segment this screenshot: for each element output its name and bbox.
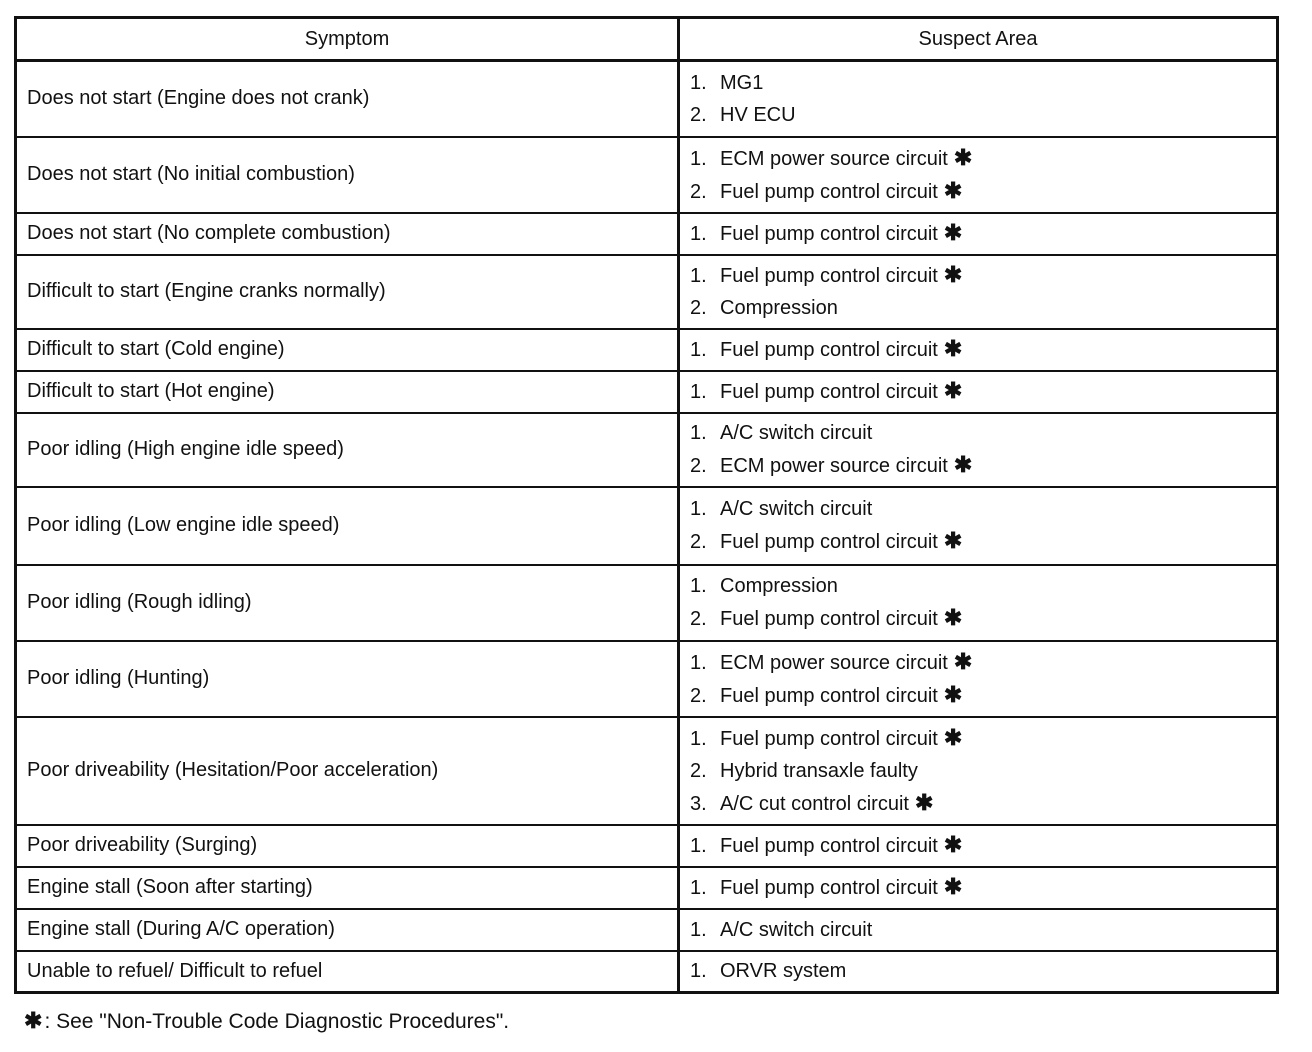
suspect-item [690, 829, 1276, 862]
table-header-row [16, 18, 1278, 61]
item-number: 2. [690, 608, 707, 630]
item-number: 2. [690, 531, 707, 553]
item-text: Fuel pump control circuit [720, 835, 938, 857]
suspect-item [690, 493, 1276, 525]
symptom-cell: Poor driveability (Hesitation/Poor acceleration) [16, 717, 679, 825]
table-row [16, 641, 1278, 717]
table-body [16, 61, 1278, 993]
item-number: 2. [690, 103, 707, 126]
suspect-item [690, 333, 1276, 366]
suspect-area-cell [679, 255, 1278, 329]
suspect-item [690, 292, 1276, 324]
table-row [16, 867, 1278, 909]
item-number: 1. [690, 727, 707, 750]
table-row [16, 213, 1278, 255]
symptom-cell: Does not start (No initial combustion) [16, 137, 679, 213]
item-text: Fuel pump control circuit [720, 608, 938, 630]
suspect-area-cell [679, 867, 1278, 909]
item-number: 1. [690, 651, 707, 674]
suspect-item [690, 142, 1276, 175]
table-row [16, 565, 1278, 641]
asterisk-icon: ✱ [943, 220, 963, 245]
table-row [16, 909, 1278, 951]
item-text: Fuel pump control circuit [720, 223, 938, 245]
item-text: ECM power source circuit [720, 147, 948, 170]
item-number: 1. [690, 918, 707, 941]
symptom-cell: Poor idling (High engine idle speed) [16, 413, 679, 487]
suspect-area-cell [679, 61, 1278, 137]
asterisk-icon: ✱ [914, 789, 934, 815]
asterisk-icon: ✱ [943, 528, 963, 553]
item-number: 1. [690, 877, 707, 899]
item-number: 2. [690, 759, 707, 782]
item-number: 2. [690, 180, 707, 203]
header-suspect-area: Suspect Area [679, 18, 1278, 61]
symptom-table [14, 16, 1279, 994]
item-number: 1. [690, 339, 707, 361]
table-row [16, 329, 1278, 371]
asterisk-icon: ✱ [953, 452, 973, 477]
symptom-cell: Poor idling (Rough idling) [16, 565, 679, 641]
suspect-item [690, 787, 1276, 820]
table-row [16, 371, 1278, 413]
suspect-area-cell [679, 565, 1278, 641]
item-number: 1. [690, 265, 707, 287]
item-text: ECM power source circuit [720, 455, 948, 477]
asterisk-icon: ✱ [943, 874, 963, 899]
suspect-area-cell [679, 951, 1278, 993]
item-text: A/C switch circuit [720, 918, 873, 941]
table-row [16, 951, 1278, 993]
item-text: Fuel pump control circuit [720, 727, 938, 750]
item-number: 1. [690, 147, 707, 170]
suspect-item [690, 259, 1276, 292]
asterisk-icon: ✱ [943, 681, 963, 707]
footnote-text: : See "Non-Trouble Code Diagnostic Procedures". [44, 1010, 510, 1033]
suspect-item [690, 722, 1276, 755]
header-symptom: Symptom [16, 18, 679, 61]
symptom-cell: Unable to refuel/ Difficult to refuel [16, 951, 679, 993]
asterisk-icon: ✱ [943, 378, 963, 403]
asterisk-icon: ✱ [943, 605, 963, 630]
symptom-cell: Does not start (Engine does not crank) [16, 61, 679, 137]
suspect-area-cell [679, 825, 1278, 867]
suspect-area-cell [679, 641, 1278, 717]
suspect-item [690, 217, 1276, 250]
item-number: 1. [690, 422, 707, 444]
asterisk-icon: ✱ [943, 832, 963, 857]
suspect-item [690, 602, 1276, 635]
suspect-area-cell [679, 487, 1278, 565]
suspect-area-cell [679, 213, 1278, 255]
suspect-item [690, 871, 1276, 904]
asterisk-icon: ✱ [953, 648, 973, 674]
item-number: 2. [690, 297, 707, 319]
symptom-cell: Poor idling (Low engine idle speed) [16, 487, 679, 565]
item-text: ECM power source circuit [720, 651, 948, 674]
item-text: Hybrid transaxle faulty [720, 759, 918, 782]
suspect-item [690, 99, 1276, 131]
item-number: 1. [690, 71, 707, 94]
item-text: A/C cut control circuit [720, 792, 909, 815]
suspect-item [690, 67, 1276, 99]
item-text: A/C switch circuit [720, 422, 873, 444]
symptom-cell: Difficult to start (Hot engine) [16, 371, 679, 413]
item-number: 1. [690, 381, 707, 403]
asterisk-icon: ✱ [943, 336, 963, 361]
asterisk-icon: ✱ [943, 177, 963, 203]
symptom-cell: Difficult to start (Engine cranks normally) [16, 255, 679, 329]
table-row [16, 255, 1278, 329]
suspect-area-cell [679, 329, 1278, 371]
item-text: Fuel pump control circuit [720, 265, 938, 287]
item-number: 1. [690, 498, 707, 520]
item-number: 1. [690, 575, 707, 597]
item-number: 1. [690, 223, 707, 245]
suspect-item [690, 570, 1276, 602]
item-text: Fuel pump control circuit [720, 684, 938, 707]
asterisk-icon: ✱ [953, 144, 973, 170]
table-row [16, 487, 1278, 565]
suspect-item [690, 175, 1276, 208]
item-number: 1. [690, 835, 707, 857]
suspect-area-cell [679, 371, 1278, 413]
item-text: Fuel pump control circuit [720, 180, 938, 203]
table-row [16, 61, 1278, 137]
item-text: Fuel pump control circuit [720, 877, 938, 899]
symptom-cell: Engine stall (Soon after starting) [16, 867, 679, 909]
symptom-cell: Difficult to start (Cold engine) [16, 329, 679, 371]
symptom-cell: Does not start (No complete combustion) [16, 213, 679, 255]
footnote [24, 1008, 509, 1034]
item-text: ORVR system [720, 960, 847, 983]
item-text: Fuel pump control circuit [720, 381, 938, 403]
suspect-area-cell [679, 909, 1278, 951]
item-number: 2. [690, 684, 707, 707]
asterisk-icon: ✱ [24, 1008, 43, 1033]
item-text: Fuel pump control circuit [720, 339, 938, 361]
asterisk-icon: ✱ [943, 724, 963, 750]
suspect-area-cell [679, 137, 1278, 213]
suspect-item [690, 679, 1276, 712]
suspect-area-cell [679, 413, 1278, 487]
item-number: 3. [690, 792, 707, 815]
suspect-area-cell [679, 717, 1278, 825]
suspect-item [690, 914, 1276, 946]
suspect-item [690, 449, 1276, 482]
suspect-item [690, 646, 1276, 679]
suspect-item [690, 955, 1276, 987]
suspect-item [690, 375, 1276, 408]
item-text: Compression [720, 575, 838, 597]
item-text: Compression [720, 297, 838, 319]
item-text: HV ECU [720, 103, 796, 126]
item-text: MG1 [720, 71, 764, 94]
asterisk-icon: ✱ [943, 262, 963, 287]
item-text: Fuel pump control circuit [720, 531, 938, 553]
table-row [16, 825, 1278, 867]
suspect-item [690, 755, 1276, 787]
symptom-cell: Poor driveability (Surging) [16, 825, 679, 867]
symptom-cell: Poor idling (Hunting) [16, 641, 679, 717]
item-text: A/C switch circuit [720, 498, 873, 520]
table-row [16, 413, 1278, 487]
item-number: 2. [690, 455, 707, 477]
suspect-item [690, 525, 1276, 558]
item-number: 1. [690, 960, 707, 983]
suspect-item [690, 417, 1276, 449]
symptom-cell: Engine stall (During A/C operation) [16, 909, 679, 951]
table-row [16, 137, 1278, 213]
table-row [16, 717, 1278, 825]
